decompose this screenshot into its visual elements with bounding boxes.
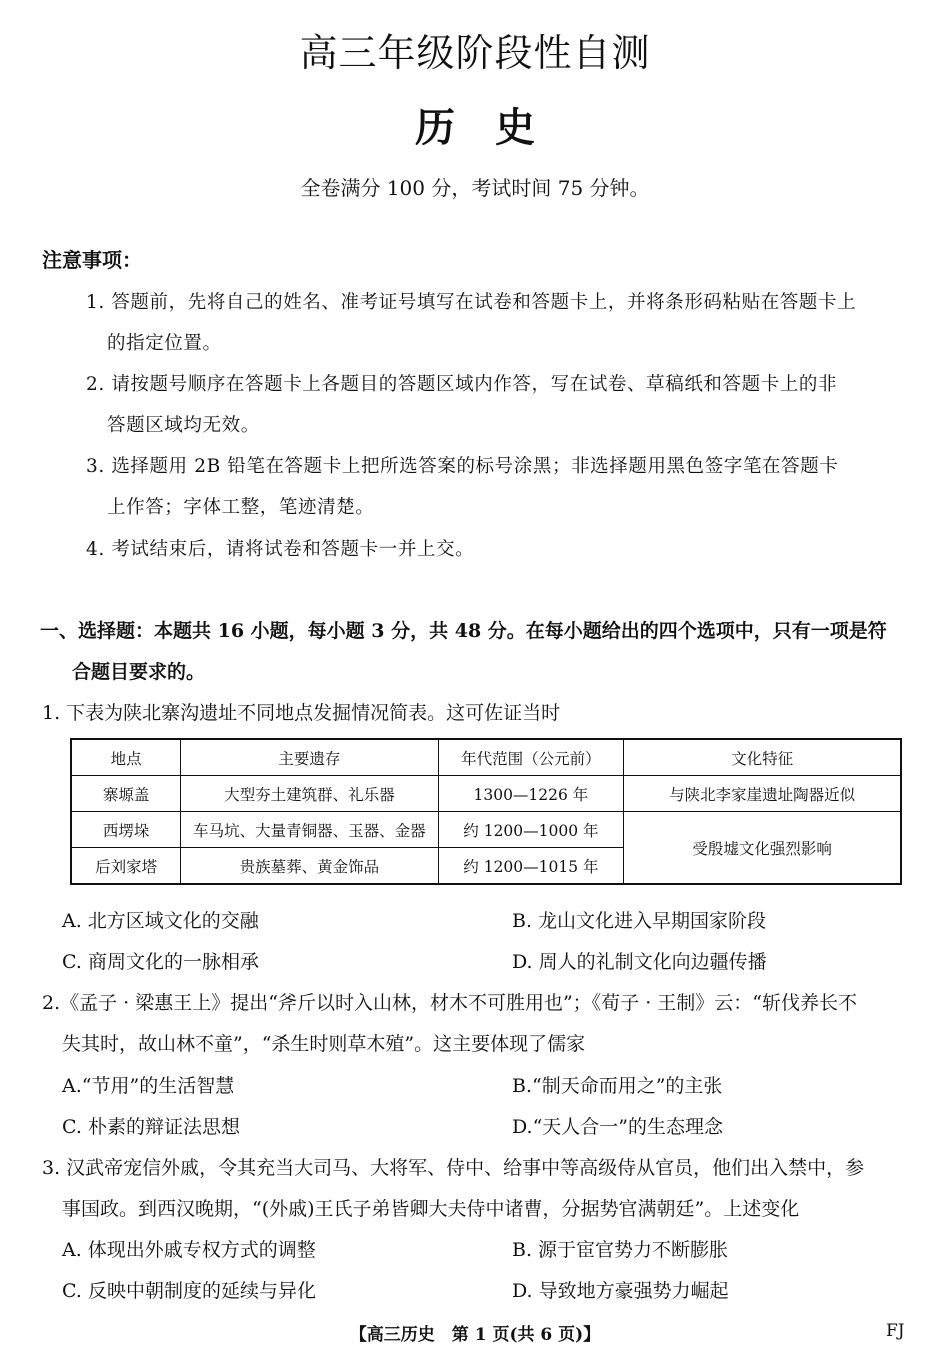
table-header-cell: 地点 xyxy=(71,739,181,776)
notice-line: 答题区域均无效。 xyxy=(107,415,260,436)
question-2-stem-cont: 失其时，故山林不童”，“杀生时则草木殖”。这主要体现了儒家 xyxy=(62,1033,586,1055)
table-cell: 约 1200—1000 年 xyxy=(438,812,624,848)
excavation-table xyxy=(70,738,902,885)
q3-option-a: A. 体现出外戚专权方式的调整 xyxy=(62,1239,316,1261)
page-title: 高三年级阶段性自测 xyxy=(299,31,651,75)
table-cell: 后刘家塔 xyxy=(71,848,181,885)
q3-option-c: C. 反映中朝制度的延续与异化 xyxy=(62,1280,316,1302)
q1-option-c: C. 商周文化的一脉相承 xyxy=(62,951,259,973)
q1-option-a: A. 北方区域文化的交融 xyxy=(62,910,259,932)
q3-option-b: B. 源于宦官势力不断膨胀 xyxy=(512,1239,729,1261)
question-2-stem: 2.《孟子 · 梁惠王上》提出“斧斤以时入山林，材木不可胜用也”；《荀子 · 王制》云：“斩伐养长不 xyxy=(42,992,858,1014)
notice-line: 3. 选择题用 2B 铅笔在答题卡上把所选答案的标号涂黑；非选择题用黑色签字笔在答题卡 xyxy=(86,456,839,477)
subject-title: 历史 xyxy=(415,104,575,151)
table-header-row xyxy=(71,739,901,776)
table-cell: 贵族墓葬、黄金饰品 xyxy=(181,848,438,885)
q2-option-d: D.“天人合一”的生态理念 xyxy=(512,1116,724,1138)
q1-option-b: B. 龙山文化进入早期国家阶段 xyxy=(512,910,767,932)
table-cell-merged: 受殷墟文化强烈影响 xyxy=(624,812,901,885)
table-row xyxy=(71,812,901,848)
table-cell: 寨塬盖 xyxy=(71,776,181,812)
question-3-stem: 3. 汉武帝宠信外戚，令其充当大司马、大将军、侍中、给事中等高级侍从官员，他们出入禁中，参 xyxy=(42,1157,865,1179)
notice-line: 上作答；字体工整，笔迹清楚。 xyxy=(107,497,375,518)
notice-line: 1. 答题前，先将自己的姓名、准考证号填写在试卷和答题卡上，并将条形码粘贴在答题卡上 xyxy=(86,292,857,313)
q2-option-c: C. 朴素的辩证法思想 xyxy=(62,1116,240,1138)
q2-option-a: A.“节用”的生活智慧 xyxy=(62,1075,235,1097)
question-1-stem: 1. 下表为陕北寨沟遗址不同地点发掘情况简表。这可佐证当时 xyxy=(42,702,561,724)
table-row xyxy=(71,776,901,812)
section-heading-cont: 合题目要求的。 xyxy=(72,661,206,683)
exam-info: 全卷满分 100 分，考试时间 75 分钟。 xyxy=(300,176,650,200)
paper-code: FJ xyxy=(886,1321,905,1341)
table-cell: 1300—1226 年 xyxy=(438,776,624,812)
table-header-cell: 年代范围（公元前） xyxy=(438,739,624,776)
q1-option-d: D. 周人的礼制文化向边疆传播 xyxy=(512,951,767,973)
question-3-stem-cont: 事国政。到西汉晚期，“(外戚)王氏子弟皆卿大夫侍中诸曹，分据势官满朝廷”。上述变化 xyxy=(62,1198,800,1220)
table-cell: 与陕北李家崖遗址陶器近似 xyxy=(624,776,901,812)
section-heading: 一、选择题：本题共 16 小题，每小题 3 分，共 48 分。在每小题给出的四个选项中，只有一项是符 xyxy=(40,620,887,642)
table-header-cell: 文化特征 xyxy=(624,739,901,776)
notice-line: 4. 考试结束后，请将试卷和答题卡一并上交。 xyxy=(86,539,475,560)
notice-line: 2. 请按题号顺序在答题卡上各题目的答题区域内作答，写在试卷、草稿纸和答题卡上的非 xyxy=(86,374,838,395)
q2-option-b: B.“制天命而用之”的主张 xyxy=(512,1075,723,1097)
table-cell: 西塄垛 xyxy=(71,812,181,848)
table-cell: 车马坑、大量青铜器、玉器、金器 xyxy=(181,812,438,848)
q3-option-d: D. 导致地方豪强势力崛起 xyxy=(512,1280,729,1302)
table-cell: 大型夯土建筑群、礼乐器 xyxy=(181,776,438,812)
table-header-cell: 主要遗存 xyxy=(181,739,438,776)
notice-line: 的指定位置。 xyxy=(107,333,222,354)
page-footer: 【高三历史 第 1 页(共 6 页)】 xyxy=(349,1325,601,1345)
notice-heading: 注意事项： xyxy=(42,248,142,272)
table-cell: 约 1200—1015 年 xyxy=(438,848,624,885)
